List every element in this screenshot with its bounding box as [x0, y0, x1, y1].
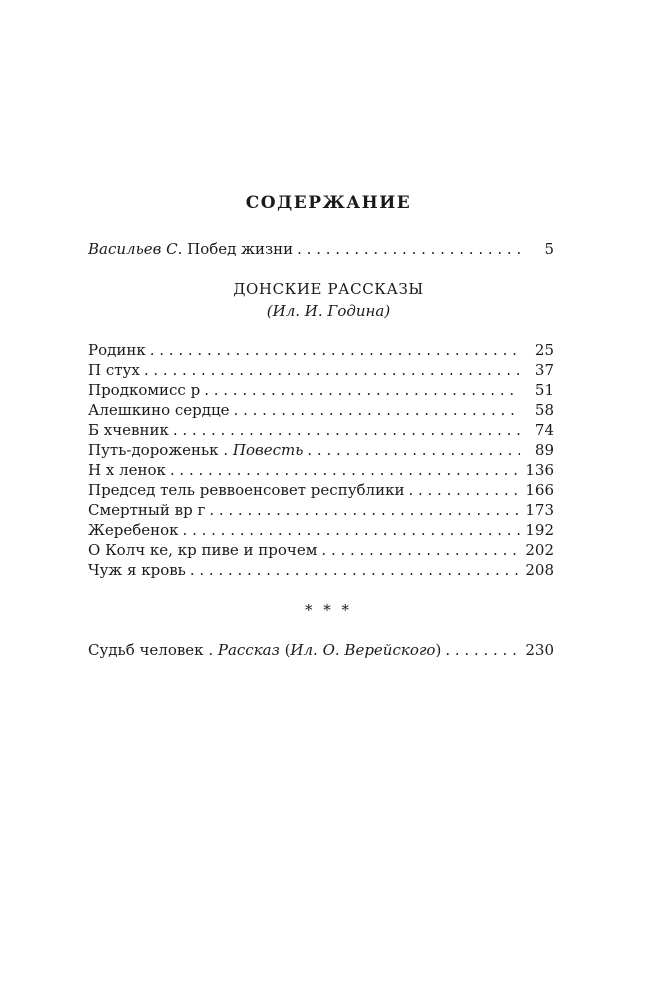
- toc-entry-title: Б хчевник: [88, 421, 169, 439]
- toc-entry-page: 89: [534, 441, 554, 459]
- toc-entry-title: Алешкино сердце: [88, 401, 230, 419]
- section-separator: * * *: [304, 601, 353, 619]
- list-item: [88, 341, 554, 359]
- toc-entry-author: Васильев С.: [88, 240, 183, 258]
- list-item: [88, 481, 554, 499]
- toc-entry-page: 58: [534, 401, 554, 419]
- toc-entry-title-text: Судьб человек: [88, 641, 209, 659]
- page-title: СОДЕРЖАНИЕ: [245, 193, 412, 213]
- list-item: [88, 521, 554, 539]
- toc-entry-final: [88, 641, 554, 659]
- dot-leader: [297, 240, 520, 258]
- list-item: [88, 541, 554, 559]
- list-item: [88, 361, 554, 379]
- toc-entry-paren-open: (: [279, 641, 291, 659]
- toc-entry-page: 230: [525, 641, 554, 659]
- section-subtitle: (Ил. И. Година): [266, 302, 391, 320]
- toc-entry-page: 25: [534, 341, 554, 359]
- toc-entry-intro: [88, 240, 554, 258]
- toc-entry-page: 5: [544, 240, 554, 258]
- toc-entry-page: 166: [525, 481, 554, 499]
- toc-entry-title: П стух: [88, 361, 140, 379]
- toc-entry-title: Н х ленок: [88, 461, 166, 479]
- toc-entry-page: 208: [525, 561, 554, 579]
- dot-leader: [209, 501, 520, 519]
- dot-leader: [408, 481, 520, 499]
- list-item: [88, 561, 554, 579]
- toc-entry-title: Чуж я кровь: [88, 561, 186, 579]
- toc-entry-page: 74: [534, 421, 554, 439]
- toc-entry-genre: . Рассказ: [208, 641, 280, 659]
- toc-entry-page: 192: [525, 521, 554, 539]
- list-item: [88, 421, 554, 439]
- toc-entry-title: Родинк: [88, 341, 146, 359]
- list-item: [88, 381, 554, 399]
- section-title: ДОНСКИЕ РАССКАЗЫ: [233, 280, 424, 298]
- toc-entry-title: [88, 641, 445, 659]
- dot-leader: [307, 441, 520, 459]
- toc-entry-page: 136: [525, 461, 554, 479]
- toc-entry-title: О Колч ке, кр пиве и прочем: [88, 541, 318, 559]
- toc-entry-title: Жеребенок: [88, 521, 179, 539]
- toc-entry-title-text: Путь-дороженьк: [88, 441, 224, 459]
- toc-entry-title: [88, 240, 297, 258]
- toc-entry-paren-close: ): [435, 641, 442, 659]
- toc-entry-title: Смертный вр г: [88, 501, 206, 519]
- list-item: [88, 501, 554, 519]
- dot-leader: [144, 361, 520, 379]
- toc-entry-page: 202: [525, 541, 554, 559]
- dot-leader: [170, 461, 520, 479]
- dot-leader: [150, 341, 520, 359]
- list-item: [88, 441, 554, 459]
- dot-leader: [321, 541, 520, 559]
- dot-leader: [183, 521, 520, 539]
- toc-entry-page: 37: [534, 361, 554, 379]
- toc-entry-page: 51: [534, 381, 554, 399]
- toc-entry-title: [88, 441, 307, 459]
- dot-leader: [190, 561, 520, 579]
- toc-entry-title: Председ тель реввоенсовет республики: [88, 481, 405, 499]
- dot-leader: [204, 381, 520, 399]
- toc-entry-title: Продкомисс р: [88, 381, 201, 399]
- toc-entry-page: 173: [525, 501, 554, 519]
- toc-entry-title-text: Побед жизни: [182, 240, 294, 258]
- dot-leader: [173, 421, 520, 439]
- dot-leader: [234, 401, 520, 419]
- toc-entry-genre: . Повесть: [223, 441, 304, 459]
- list-item: [88, 401, 554, 419]
- dot-leader: [445, 641, 520, 659]
- toc-entry-illustrator: Ил. О. Верейского: [290, 641, 436, 659]
- list-item: [88, 461, 554, 479]
